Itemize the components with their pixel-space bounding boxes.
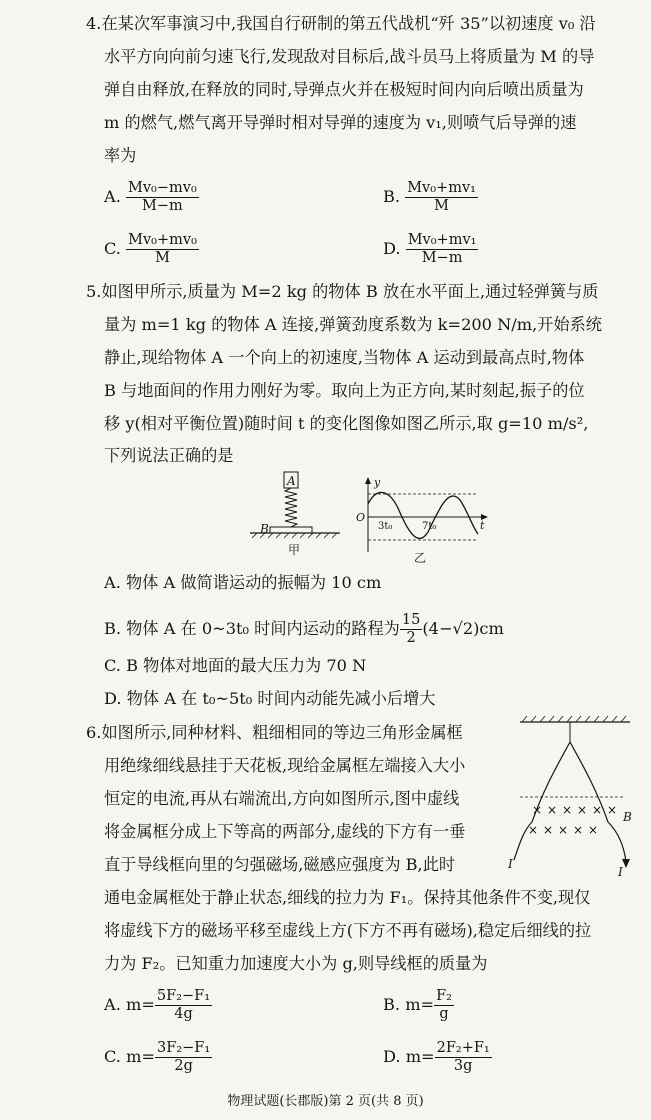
q4-d-den: M−m [421,250,463,266]
q6-option-b-label: B. [383,995,401,1014]
q6-b-num: F₂ [436,988,452,1004]
q4-line-2: 水平方向向前匀速飞行,发现敌对目标后,战斗员马上将质量为 M 的导 [104,47,595,66]
q6-b-den: g [439,1006,449,1022]
q5-b-num: 15 [401,612,421,628]
q6-c-num: 3F₂−F₁ [157,1040,211,1056]
q6-line-5: 直于导线框向里的匀强磁场,磁感应强度为 B,此时 [104,855,456,874]
displacement-time-graph [352,474,492,566]
q5-option-b-fraction [400,612,422,647]
page-footer: 物理试题(长郡版)第 2 页(共 8 页) [227,1094,424,1109]
t-axis-label: t [480,519,485,532]
q4-line-5: 率为 [104,146,137,165]
q5-option-b [104,612,504,647]
block-b-label: B [260,522,269,536]
svg-text:×: × [543,823,554,837]
current-i-right: I [618,865,623,878]
q6-option-b-lhs: m= [405,995,435,1014]
q6-d-den: 3g [453,1058,473,1074]
y-axis-arrow [365,477,371,484]
q6-line-1: 6.如图所示,同种材料、粗细相同的等边三角形金属框 [86,723,463,742]
q4-option-a-fraction [126,180,199,215]
q6-c-den: 2g [174,1058,193,1074]
block-a-label: A [287,474,296,488]
magnetic-field-crosses [528,803,617,837]
q6-option-a-fraction [155,988,212,1023]
svg-text:×: × [547,803,558,817]
q6-option-b [383,988,454,1023]
q4-b-num: Mv₀+mv₁ [407,180,476,196]
q5-option-a: A. 物体 A 做简谐运动的振幅为 10 cm [104,573,382,592]
ceiling-hatch [522,716,626,722]
tick-7t0: 7t₀ [422,521,437,532]
svg-text:×: × [592,803,603,817]
q6-option-d-lhs: m= [405,1047,435,1066]
q6-option-c [104,1040,212,1075]
q4-option-d [383,232,478,267]
current-i-left: I [508,857,513,871]
q4-line-3: 弹自由释放,在释放的同时,导弹点火并在极短时间内向后喷出质量为 [104,80,584,99]
q5-option-d: D. 物体 A 在 t₀~5t₀ 时间内动能先减小后增大 [104,689,436,708]
spring [285,488,297,527]
svg-text:×: × [562,803,573,817]
q4-option-c [104,232,199,267]
q5-line-2: 量为 m=1 kg 的物体 A 连接,弹簧劲度系数为 k=200 N/m,开始系统 [104,315,602,334]
triangle-frame-figure [506,712,646,878]
q6-line-4: 将金属框分成上下等高的两部分,虚线的下方有一垂 [104,822,466,841]
current-arrow-right [622,859,630,868]
tick-3t0: 3t₀ [378,521,393,532]
q4-c-den: M [155,250,170,266]
q6-option-c-label: C. [104,1047,121,1066]
q6-option-d-label: D. [383,1047,401,1066]
svg-text:×: × [532,803,543,817]
caption-yi: 乙 [414,551,427,565]
y-axis-label: y [374,476,381,489]
block-b [270,527,312,533]
q6-a-den: 4g [174,1006,193,1022]
q6-line-3: 恒定的电流,再从右端流出,方向如图所示,图中虚线 [104,789,460,808]
q6-option-b-fraction [434,988,454,1023]
q5-option-c: C. B 物体对地面的最大压力为 70 N [104,656,367,675]
q4-option-c-fraction [126,232,199,267]
q4-option-c-label: C. [104,239,121,258]
q6-line-6: 通电金属框处于静止状态,细线的拉力为 F₁。保持其他条件不变,现仅 [104,888,591,907]
q6-option-d-fraction [435,1040,492,1075]
q4-option-b [383,180,478,215]
q4-option-d-fraction [406,232,479,267]
q4-option-b-fraction [405,180,478,215]
svg-text:×: × [588,823,599,837]
q4-line-1: 4.在某次军事演习中,我国自行研制的第五代战机“歼 35”以初速度 v₀ 沿 [86,14,596,33]
origin-label: O [356,511,366,524]
q4-option-a [104,180,199,215]
q5-b-den: 2 [406,630,416,646]
q4-option-a-label: A. [104,187,121,206]
q6-line-8: 力为 F₂。已知重力加速度大小为 g,则导线框的质量为 [104,954,488,973]
q4-option-d-label: D. [383,239,401,258]
spring-block-figure [240,470,350,562]
q5-line-6: 下列说法正确的是 [104,446,234,465]
q5-option-b-tail: (4−√2)cm [422,619,504,638]
q5-line-4: B 与地面间的作用力刚好为零。取向上为正方向,某时刻起,振子的位 [104,381,585,400]
q5-option-b-text: B. 物体 A 在 0~3t₀ 时间内运动的路程为 [104,619,400,638]
q6-option-d [383,1040,492,1075]
q6-option-a-label: A. [104,995,121,1014]
q4-b-den: M [434,198,450,214]
q4-c-num: Mv₀+mv₀ [128,232,197,248]
q4-a-den: M−m [142,198,183,214]
q5-line-5: 移 y(相对平衡位置)随时间 t 的变化图像如图乙所示,取 g=10 m/s², [104,414,589,433]
q5-line-3: 静止,现给物体 A 一个向上的初速度,当物体 A 运动到最高点时,物体 [104,348,585,367]
q4-d-num: Mv₀+mv₁ [407,232,477,248]
field-b-label: B [623,810,632,824]
q6-option-c-lhs: m= [126,1047,156,1066]
q6-option-c-fraction [155,1040,212,1075]
q6-option-a [104,988,212,1023]
q6-line-7: 将虚线下方的磁场平移至虚线上方(下方不再有磁场),稳定后细线的拉 [104,921,592,940]
svg-text:×: × [558,823,569,837]
lead-right [608,822,626,862]
svg-text:×: × [607,803,618,817]
q6-line-2: 用绝缘细线悬挂于天花板,现给金属框左端接入大小 [104,756,466,775]
q4-a-num: Mv₀−mv₀ [128,180,197,196]
q6-option-a-lhs: m= [126,995,155,1014]
svg-text:×: × [528,823,539,837]
q4-option-b-label: B. [383,187,401,206]
q4-line-4: m 的燃气,燃气离开导弹时相对导弹的速度为 v₁,则喷气后导弹的速 [104,113,577,132]
q6-a-num: 5F₂−F₁ [156,988,211,1004]
caption-jia: 甲 [288,543,301,557]
svg-text:×: × [573,823,584,837]
q6-d-num: 2F₂+F₁ [436,1040,490,1056]
svg-text:×: × [577,803,588,817]
q5-line-1: 5.如图甲所示,质量为 M=2 kg 的物体 B 放在水平面上,通过轻弹簧与质 [86,282,599,301]
